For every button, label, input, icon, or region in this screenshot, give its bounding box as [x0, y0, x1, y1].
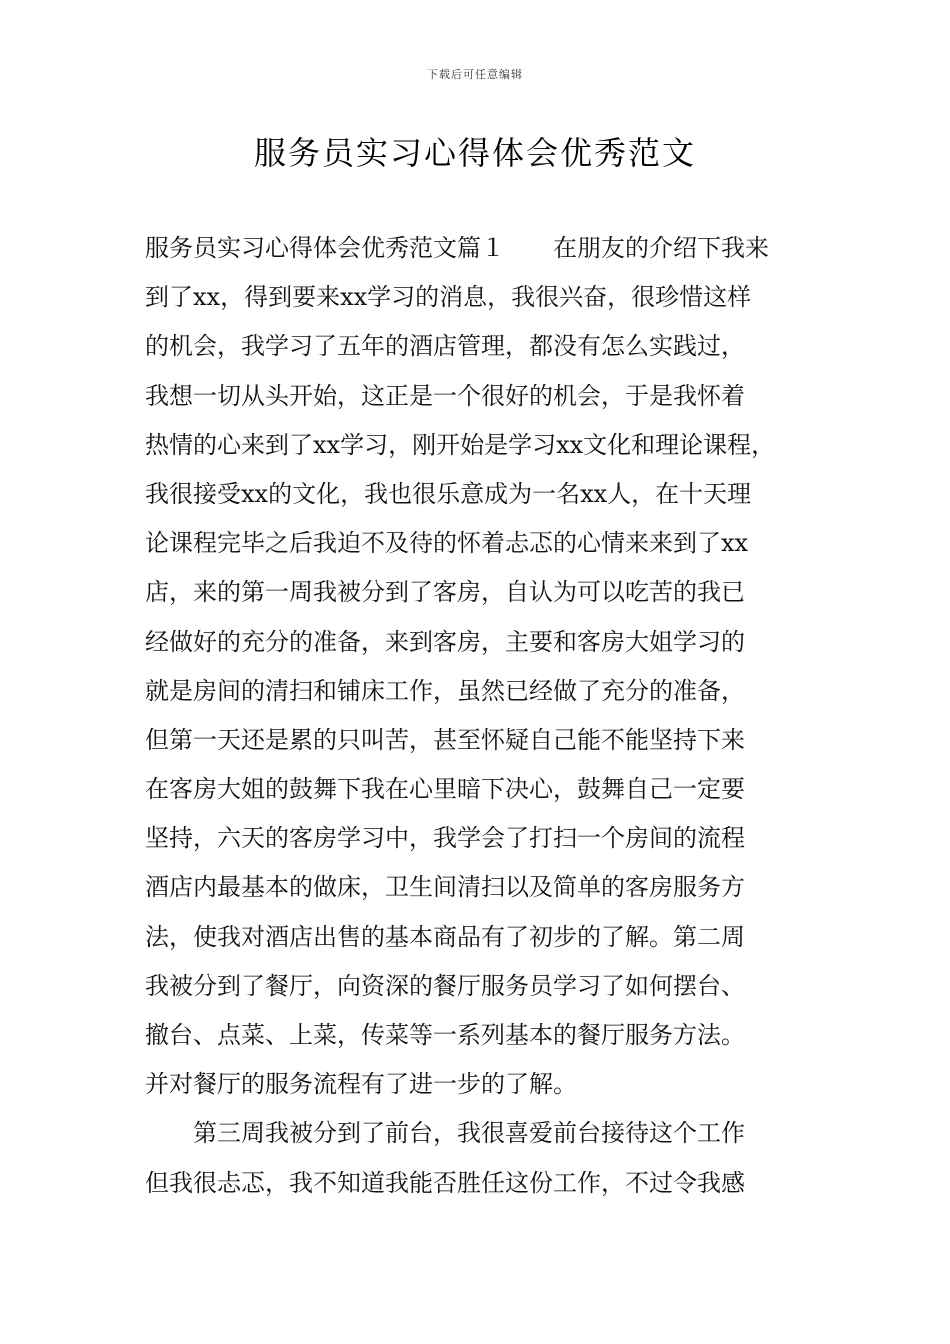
body-line: 但第一天还是累的只叫苦，甚至怀疑自己能不能坚持下来 [145, 725, 745, 754]
document-body [145, 224, 825, 1208]
body-line: 但我很忐忑，我不知道我能否胜任这份工作，不过令我感 [145, 1168, 745, 1197]
body-line: 服务员实习心得体会优秀范文篇１ 在朋友的介绍下我来 [145, 234, 769, 262]
body-line: 的机会，我学习了五年的酒店管理，都没有怎么实践过， [145, 332, 745, 361]
body-line: 我想一切从头开始，这正是一个很好的机会，于是我怀着 [145, 381, 745, 410]
body-line: 热情的心来到了xx学习，刚开始是学习xx文化和理论课程， [145, 430, 776, 459]
body-line: 酒店内最基本的做床，卫生间清扫以及简单的客房服务方 [145, 873, 745, 902]
body-line: 论课程完毕之后我迫不及待的怀着忐忑的心情来来到了xx [145, 529, 749, 558]
body-line: 第三周我被分到了前台，我很喜爱前台接待这个工作 [145, 1119, 745, 1148]
body-line: 我很接受xx的文化，我也很乐意成为一名xx人，在十天理 [145, 479, 752, 508]
body-line: 就是房间的清扫和铺床工作，虽然已经做了充分的准备， [145, 676, 745, 705]
header-note: 下载后可任意编辑 [427, 68, 523, 81]
body-line: 撤台、点菜、上菜，传菜等一系列基本的餐厅服务方法。 [145, 1021, 745, 1049]
body-line: 店，来的第一周我被分到了客房，自认为可以吃苦的我已 [145, 578, 745, 607]
body-line: 法，使我对酒店出售的基本商品有了初步的了解。第二周 [145, 922, 745, 951]
body-line: 经做好的充分的准备，来到客房，主要和客房大姐学习的 [145, 627, 745, 656]
document-title: 服务员实习心得体会优秀范文 [253, 134, 696, 172]
body-line: 坚持，六天的客房学习中，我学会了打扫一个房间的流程 [145, 824, 745, 853]
body-line: 在客房大姐的鼓舞下我在心里暗下决心，鼓舞自己一定要 [145, 775, 745, 804]
body-line: 到了xx，得到要来xx学习的消息，我很兴奋，很珍惜这样 [145, 283, 752, 312]
body-line: 我被分到了餐厅，向资深的餐厅服务员学习了如何摆台、 [145, 971, 745, 1000]
body-line: 并对餐厅的服务流程有了进一步的了解。 [145, 1070, 577, 1099]
